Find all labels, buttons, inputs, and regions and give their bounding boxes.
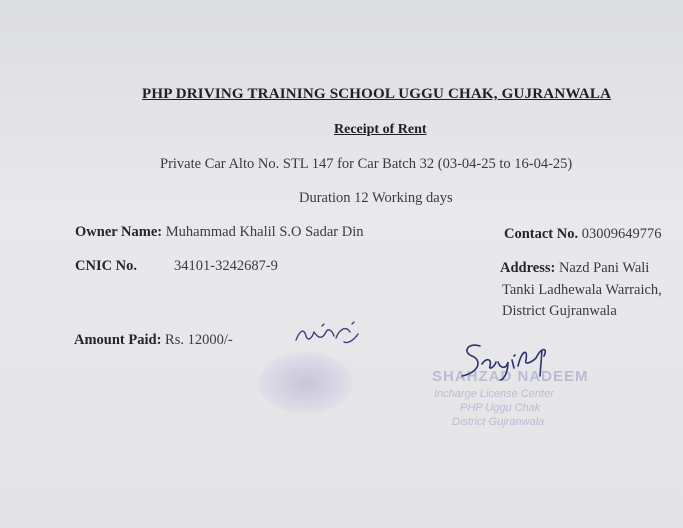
- contact-label: Contact No.: [504, 226, 579, 242]
- ink-stamp-mark: [258, 352, 353, 414]
- vehicle-line: Private Car Alto No. STL 147 for Car Batch 32 (03-04-25 to 16-04-25): [160, 156, 573, 172]
- address-label: Address:: [500, 260, 556, 276]
- seal-designation: Incharge License Center: [434, 388, 554, 400]
- seal-office: PHP Uggu Chak: [460, 402, 541, 414]
- address-line-2: Tanki Ladhewala Warraich,: [502, 282, 662, 298]
- owner-label: Owner Name:: [75, 224, 163, 240]
- amount-row: [74, 332, 233, 349]
- receipt-heading: Receipt of Rent: [334, 122, 427, 137]
- owner-signature: [292, 318, 362, 348]
- seal-district: District Gujranwala: [452, 416, 545, 428]
- owner-row: [75, 224, 364, 241]
- address-row: [500, 260, 649, 277]
- amount-value: Rs. 12000/-: [161, 332, 233, 348]
- address-line-3: District Gujranwala: [502, 303, 617, 319]
- duration-line: Duration 12 Working days: [299, 190, 453, 206]
- address-line-1: Nazd Pani Wali: [555, 260, 650, 276]
- owner-value: Muhammad Khalil S.O Sadar Din: [162, 224, 364, 240]
- cnic-value: 34101-3242687-9: [174, 258, 278, 274]
- school-title: PHP DRIVING TRAINING SCHOOL UGGU CHAK, GUJRANWALA: [142, 86, 612, 102]
- amount-label: Amount Paid:: [74, 332, 162, 348]
- seal-name: SHAHZAD NADEEM: [432, 368, 589, 385]
- contact-row: [504, 226, 661, 243]
- cnic-label: CNIC No.: [75, 258, 138, 274]
- incharge-signature: [452, 336, 562, 386]
- contact-value: 03009649776: [578, 226, 662, 242]
